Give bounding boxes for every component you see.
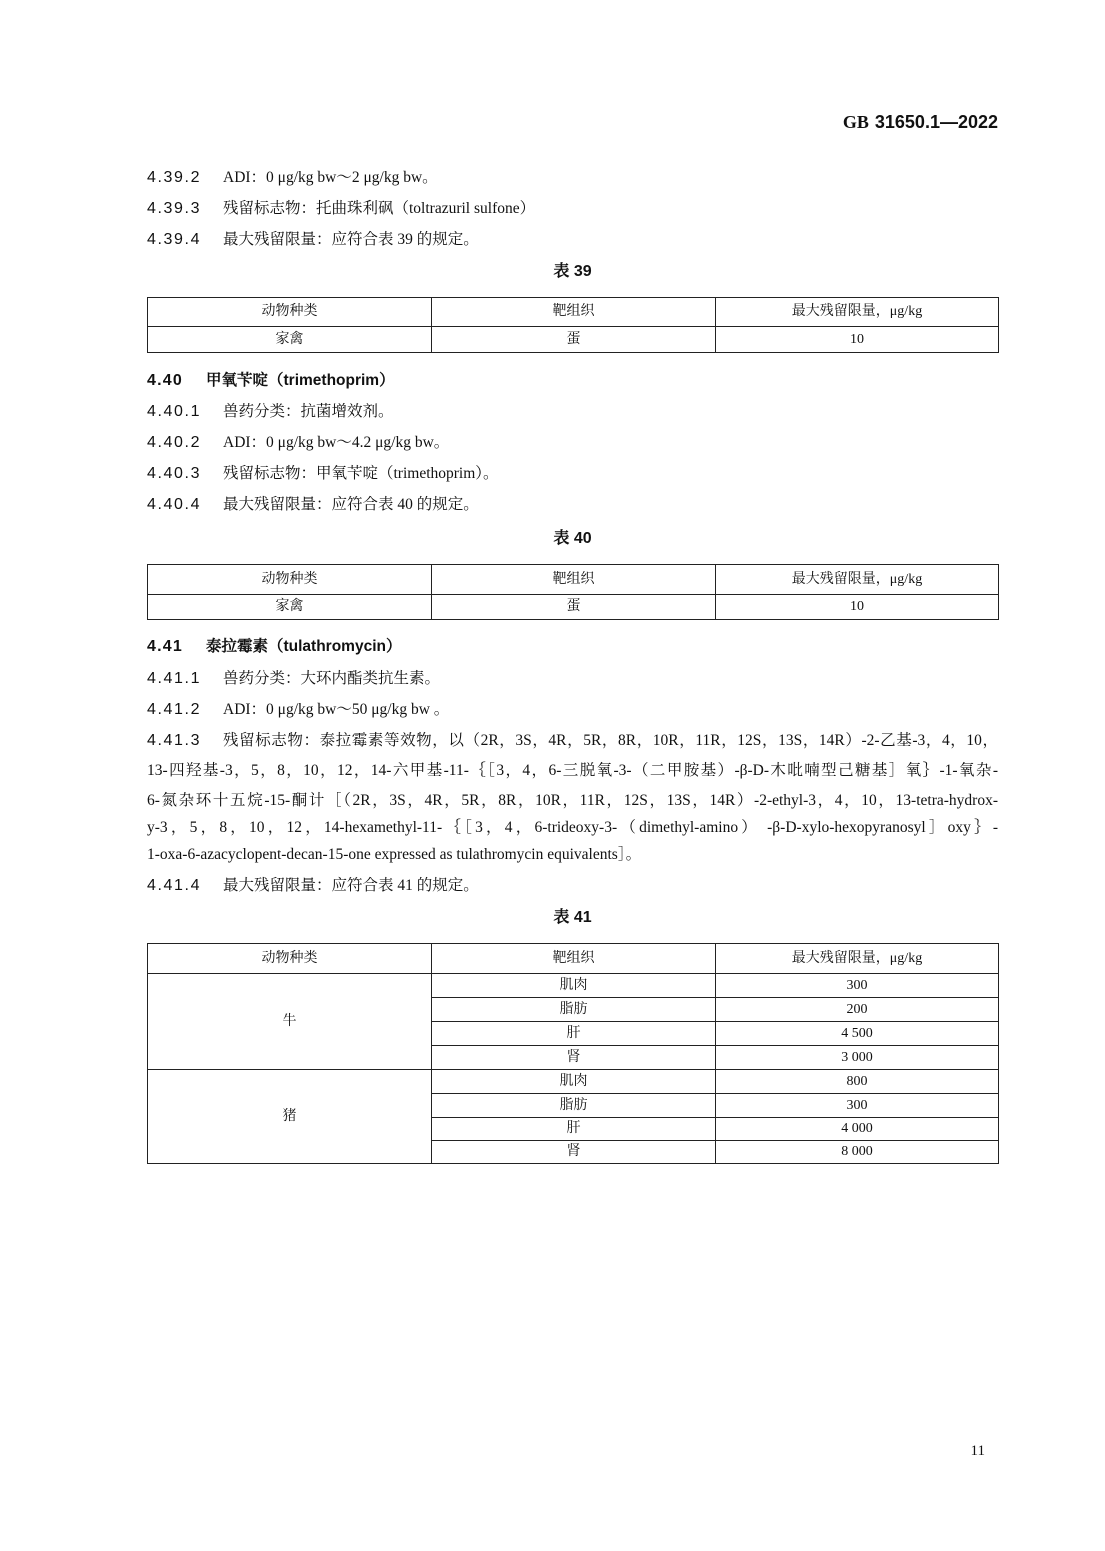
clause-number: 4.41.4 bbox=[147, 877, 202, 894]
clause-text: 最大残留限量：应符合表 41 的规定。 bbox=[223, 877, 479, 894]
table-header-row bbox=[148, 298, 999, 327]
clause-text-line: 6-氮杂环十五烷-15-酮计［（2R，3S，4R，5R，8R，10R，11R，12S，13S，14R）-2-ethyl-3，4，10，13-tetra-hydrox- bbox=[147, 792, 998, 809]
cell-mrl: 300 bbox=[716, 1094, 999, 1118]
clause-number: 4.41.3 bbox=[147, 732, 202, 749]
cell-tissue: 蛋 bbox=[432, 595, 716, 620]
column-header-species: 动物种类 bbox=[148, 944, 432, 974]
cell-tissue: 肾 bbox=[432, 1141, 716, 1164]
cell-mrl: 4 500 bbox=[716, 1022, 999, 1046]
cell-tissue: 脂肪 bbox=[432, 1094, 716, 1118]
cell-tissue: 肾 bbox=[432, 1046, 716, 1070]
clause-number: 4.40.4 bbox=[147, 496, 202, 513]
clause-number: 4.41.1 bbox=[147, 670, 202, 687]
cell-species: 家禽 bbox=[148, 595, 432, 620]
clause-4-40-4 bbox=[147, 495, 998, 515]
table-caption: 表 40 bbox=[553, 530, 592, 547]
cell-tissue: 肝 bbox=[432, 1118, 716, 1141]
column-header-mrl: 最大残留限量，μg/kg bbox=[716, 298, 999, 327]
clause-number: 4.41.2 bbox=[147, 701, 202, 718]
clause-4-41-3 bbox=[147, 731, 998, 751]
clause-number: 4.39.4 bbox=[147, 231, 202, 248]
clause-text-line: 1-oxa-6-azacyclopent-decan-15-one expressed as tulathromycin equivalents］。 bbox=[147, 846, 642, 863]
section-number: 4.40 bbox=[147, 372, 183, 389]
section-title: 泰拉霉素（tulathromycin） bbox=[206, 638, 402, 655]
cell-mrl: 3 000 bbox=[716, 1046, 999, 1070]
clause-text: 残留标志物：甲氧苄啶（trimethoprim）。 bbox=[223, 465, 499, 482]
column-header-species: 动物种类 bbox=[148, 565, 432, 595]
clause-text: 兽药分类：大环内酯类抗生素。 bbox=[223, 670, 441, 687]
cell-species: 猪 bbox=[148, 1070, 432, 1164]
clause-4-40-2 bbox=[147, 433, 998, 453]
clause-number: 4.39.2 bbox=[147, 169, 202, 186]
table-41 bbox=[147, 943, 999, 1164]
clause-text: 最大残留限量：应符合表 40 的规定。 bbox=[223, 496, 479, 513]
table-row bbox=[148, 327, 999, 353]
clause-4-39-2 bbox=[147, 168, 998, 188]
clause-text: ADI：0 μg/kg bw～50 μg/kg bw 。 bbox=[223, 701, 450, 718]
clause-text-line: 残留标志物：泰拉霉素等效物，以（2R，3S，4R，5R，8R，10R，11R，12S，13S，14R）-2-乙基-3，4，10， bbox=[223, 732, 998, 749]
column-header-species: 动物种类 bbox=[148, 298, 432, 327]
cell-tissue: 肌肉 bbox=[432, 1070, 716, 1094]
clause-text: ADI：0 μg/kg bw～2 μg/kg bw。 bbox=[223, 169, 438, 186]
table-header-row bbox=[148, 565, 999, 595]
standard-number: 31650.1—2022 bbox=[874, 112, 998, 132]
cell-mrl: 300 bbox=[716, 974, 999, 998]
clause-text-line: 13-四羟基-3，5，8，10，12，14-六甲基-11-｛［3，4，6-三脱氧-3-（二甲胺基）-β-D-木吡喃型己糖基］氧｝-1-氧杂- bbox=[147, 762, 998, 779]
column-header-mrl: 最大残留限量，μg/kg bbox=[716, 565, 999, 595]
table-row bbox=[148, 974, 999, 998]
cell-tissue: 肌肉 bbox=[432, 974, 716, 998]
clause-4-39-3 bbox=[147, 199, 998, 219]
cell-tissue: 肝 bbox=[432, 1022, 716, 1046]
section-4-40-heading bbox=[147, 371, 998, 391]
clause-number: 4.39.3 bbox=[147, 200, 202, 217]
table-39 bbox=[147, 297, 999, 353]
table-caption: 表 41 bbox=[553, 909, 592, 926]
clause-text-line: y-3，5，8，10，12，14-hexamethyl-11-｛［3，4，6-trideoxy-3-（dimethyl-amino） -β-D-xylo-hexopyranosyl］oxy｝- bbox=[147, 819, 998, 836]
column-header-tissue: 靶组织 bbox=[432, 944, 716, 974]
cell-tissue: 蛋 bbox=[432, 327, 716, 353]
standard-code bbox=[843, 110, 998, 134]
clause-text: 兽药分类：抗菌增效剂。 bbox=[223, 403, 394, 420]
clause-4-41-2 bbox=[147, 700, 998, 720]
clause-number: 4.40.3 bbox=[147, 465, 202, 482]
column-header-tissue: 靶组织 bbox=[432, 565, 716, 595]
clause-text: ADI：0 μg/kg bw～4.2 μg/kg bw。 bbox=[223, 434, 450, 451]
cell-mrl: 10 bbox=[716, 327, 999, 353]
standard-prefix: GB bbox=[842, 112, 869, 132]
section-title: 甲氧苄啶（trimethoprim） bbox=[206, 372, 395, 389]
clause-4-41-1 bbox=[147, 669, 998, 689]
table-row bbox=[148, 1070, 999, 1094]
table-40 bbox=[147, 564, 999, 620]
column-header-tissue: 靶组织 bbox=[432, 298, 716, 327]
cell-mrl: 10 bbox=[716, 595, 999, 620]
clause-4-40-1 bbox=[147, 402, 998, 422]
cell-mrl: 4 000 bbox=[716, 1118, 999, 1141]
cell-mrl: 8 000 bbox=[716, 1141, 999, 1164]
cell-species: 牛 bbox=[148, 974, 432, 1070]
section-number: 4.41 bbox=[147, 638, 183, 655]
cell-tissue: 脂肪 bbox=[432, 998, 716, 1022]
clause-text: 最大残留限量：应符合表 39 的规定。 bbox=[223, 231, 479, 248]
clause-4-39-4 bbox=[147, 230, 998, 250]
clause-text: 残留标志物：托曲珠利砜（toltrazuril sulfone） bbox=[223, 200, 536, 217]
cell-species: 家禽 bbox=[148, 327, 432, 353]
table-row bbox=[148, 595, 999, 620]
clause-number: 4.40.1 bbox=[147, 403, 202, 420]
clause-4-41-4 bbox=[147, 876, 998, 896]
clause-4-40-3 bbox=[147, 464, 998, 484]
table-header-row bbox=[148, 944, 999, 974]
page-number: 11 bbox=[970, 1443, 985, 1459]
clause-number: 4.40.2 bbox=[147, 434, 202, 451]
table-caption: 表 39 bbox=[553, 263, 592, 280]
section-4-41-heading bbox=[147, 637, 998, 657]
column-header-mrl: 最大残留限量，μg/kg bbox=[716, 944, 999, 974]
cell-mrl: 800 bbox=[716, 1070, 999, 1094]
cell-mrl: 200 bbox=[716, 998, 999, 1022]
